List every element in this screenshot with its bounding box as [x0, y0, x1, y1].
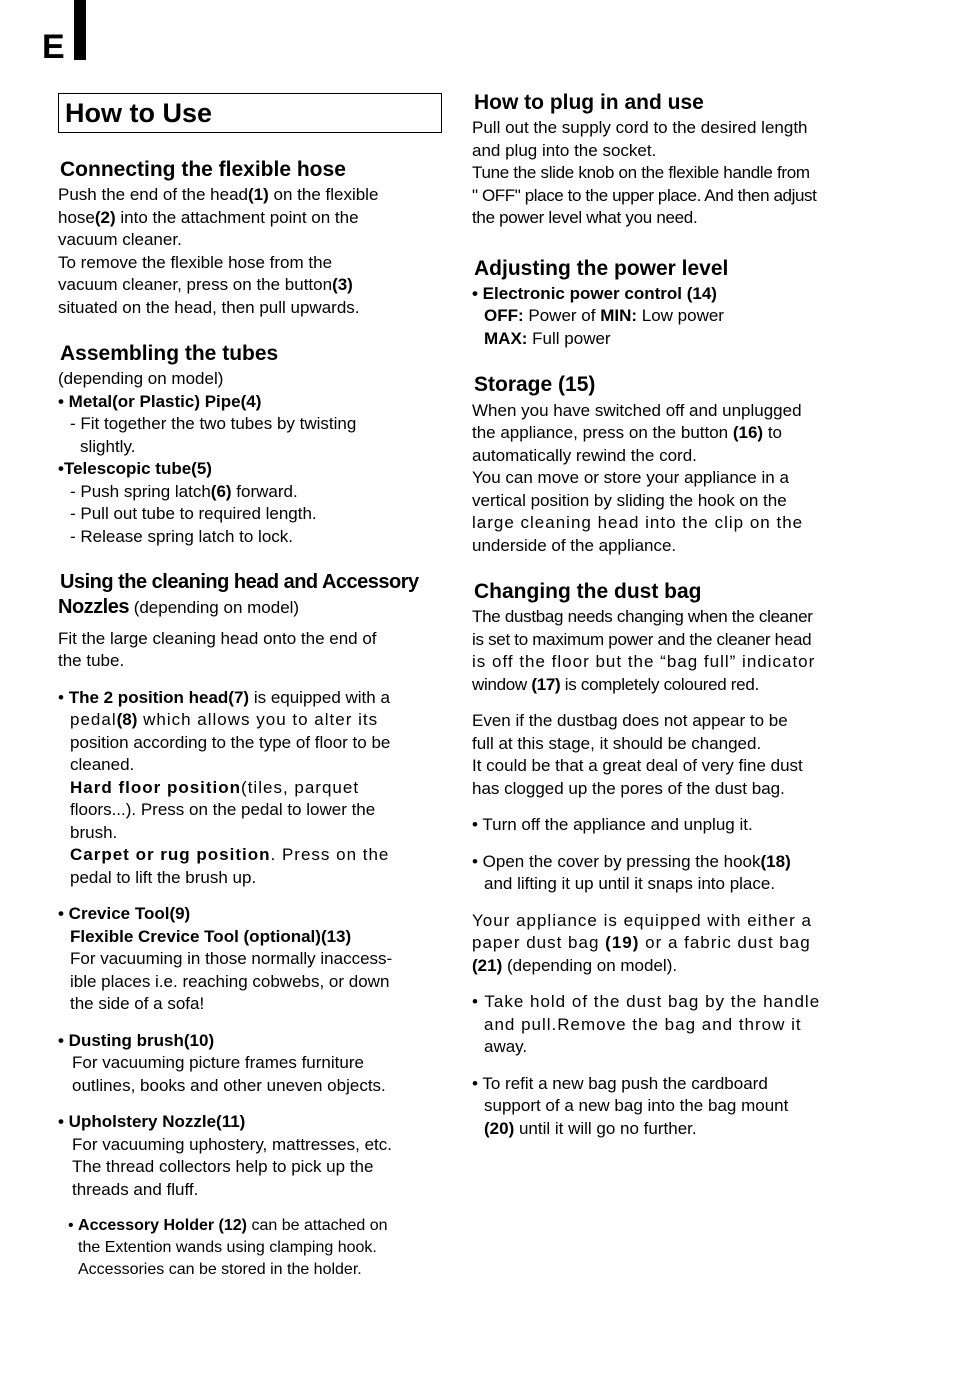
- dustbag-p2-line-2: full at this stage, it should be changed.: [472, 733, 762, 753]
- storage-line-4: You can move or store your appliance in a: [472, 468, 789, 488]
- hard-floor-line-3: brush.: [70, 822, 118, 842]
- accessory-line-1: • Accessory Holder (12) can be attached on: [68, 1217, 388, 1235]
- tubes-note: (depending on model): [58, 369, 224, 389]
- section-storage: [472, 372, 856, 557]
- dustbag-p3-line-3: (21) (depending on model).: [472, 955, 678, 975]
- upholstery-line-1: For vacuuming uphostery, mattresses, etc.: [72, 1134, 392, 1154]
- storage-line-2: the appliance, press on the button (16) to: [472, 423, 782, 443]
- dusting-line-1: For vacuuming picture frames furniture: [72, 1053, 364, 1073]
- storage-line-1: When you have switched off and unplugged: [472, 400, 802, 420]
- upholstery-label: • Upholstery Nozzle(11): [58, 1112, 246, 1132]
- dustbag-p3-line-1: Your appliance is equipped with either a: [472, 910, 812, 930]
- dustbag-bullet-4-line-1: • To refit a new bag push the cardboard: [472, 1073, 768, 1093]
- nozzles-intro-1: Fit the large cleaning head onto the end of: [58, 628, 377, 648]
- flex-crevice-label: Flexible Crevice Tool (optional)(13): [70, 926, 352, 946]
- upholstery-line-3: threads and fluff.: [72, 1179, 199, 1199]
- power-control-label: • Electronic power control (14): [472, 283, 717, 303]
- head-line-4: cleaned.: [70, 755, 135, 775]
- dustbag-p1-line-3: is off the floor but the “bag full” indicator: [472, 652, 816, 672]
- language-letter: E: [42, 28, 65, 66]
- plug-line-1: Pull out the supply cord to the desired length: [472, 118, 808, 138]
- dustbag-p1-line-2: is set to maximum power and the cleaner head: [472, 629, 812, 649]
- head-line-2: pedal(8) which allows you to alter its: [70, 710, 379, 730]
- carpet-line-1: Carpet or rug position. Press on the: [70, 845, 390, 865]
- crevice-line-1: For vacuuming in those normally inaccess-: [70, 949, 393, 969]
- right-column: [472, 90, 856, 1140]
- power-max: MAX: Full power: [484, 328, 611, 348]
- heading-storage: Storage (15): [474, 373, 596, 397]
- tab-bar: [74, 0, 86, 60]
- section-plug: [472, 90, 856, 230]
- heading-power: Adjusting the power level: [474, 256, 729, 280]
- metal-pipe-label: • Metal(or Plastic) Pipe(4): [58, 391, 262, 411]
- hard-floor-line-1: Hard floor position(tiles, parquet: [70, 777, 360, 797]
- storage-line-3: automatically rewind the cord.: [472, 445, 697, 465]
- metal-pipe-step-cont: slightly.: [80, 436, 136, 456]
- accessory-line-2: the Extention wands using clamping hook.: [78, 1239, 377, 1257]
- metal-pipe-step: - Fit together the two tubes by twisting: [70, 414, 357, 434]
- dustbag-p2-line-3: It could be that a great deal of very fine dust: [472, 756, 803, 776]
- carpet-line-2: pedal to lift the brush up.: [70, 867, 257, 887]
- nozzles-intro-2: the tube.: [58, 651, 125, 671]
- page-title: How to Use: [58, 93, 442, 133]
- upholstery-line-2: The thread collectors help to pick up the: [72, 1157, 374, 1177]
- telescopic-step-3: - Release spring latch to lock.: [70, 526, 293, 546]
- section-tubes: [58, 341, 442, 548]
- head-line-3: position according to the type of floor to be: [70, 732, 391, 752]
- telescopic-step-1: - Push spring latch(6) forward.: [70, 481, 298, 501]
- section-dustbag: [472, 579, 856, 1140]
- accessory-line-3: Accessories can be stored in the holder.: [78, 1261, 362, 1279]
- dustbag-bullet-2-line-1: • Open the cover by pressing the hook(18): [472, 851, 791, 871]
- power-off-min: OFF: Power of MIN: Low power: [484, 306, 724, 326]
- plug-line-2: and plug into the socket.: [472, 140, 657, 160]
- heading-hose: Connecting the flexible hose: [60, 158, 346, 181]
- hose-line-5: vacuum cleaner, press on the button(3): [58, 275, 353, 295]
- heading-nozzles-cont: Nozzles (depending on model): [58, 596, 300, 619]
- hose-line-2: hose(2) into the attachment point on the: [58, 207, 359, 227]
- dustbag-bullet-4-line-3: (20) until it will go no further.: [484, 1118, 697, 1138]
- dustbag-p1-line-4: window (17) is completely coloured red.: [472, 674, 759, 694]
- dustbag-p2-line-4: has clogged up the pores of the dust bag.: [472, 778, 785, 798]
- section-nozzles: [58, 570, 442, 1281]
- hard-floor-line-2: floors...). Press on the pedal to lower the: [70, 800, 376, 820]
- section-power: [472, 256, 856, 351]
- dustbag-bullet-2-line-2: and lifting it up until it snaps into place.: [484, 874, 776, 894]
- dusting-label: • Dusting brush(10): [58, 1030, 215, 1050]
- heading-nozzles: Using the cleaning head and Accessory: [60, 571, 419, 594]
- head-line-1: • The 2 position head(7) is equipped with a: [58, 687, 390, 707]
- dustbag-p2-line-1: Even if the dustbag does not appear to be: [472, 711, 788, 731]
- section-hose: [58, 157, 442, 319]
- heading-tubes: Assembling the tubes: [60, 342, 279, 366]
- storage-line-6: large cleaning head into the clip on the: [472, 513, 804, 533]
- telescopic-label: •Telescopic tube(5): [58, 459, 212, 479]
- dustbag-bullet-3-line-1: • Take hold of the dust bag by the handle: [472, 992, 821, 1012]
- storage-line-5: vertical position by sliding the hook on the: [472, 490, 787, 510]
- telescopic-step-2: - Pull out tube to required length.: [70, 504, 317, 524]
- dustbag-bullet-3-line-3: away.: [484, 1037, 528, 1057]
- hose-line-3: vacuum cleaner.: [58, 230, 182, 250]
- storage-line-7: underside of the appliance.: [472, 535, 677, 555]
- dustbag-bullet-3-line-2: and pull.Remove the bag and throw it: [484, 1014, 802, 1034]
- dustbag-bullet-1: • Turn off the appliance and unplug it.: [472, 815, 753, 835]
- heading-dustbag: Changing the dust bag: [474, 580, 702, 604]
- dustbag-bullet-4-line-2: support of a new bag into the bag mount: [484, 1096, 789, 1116]
- hose-line-1: Push the end of the head(1) on the flexible: [58, 185, 379, 205]
- heading-plug: How to plug in and use: [474, 91, 704, 114]
- hose-line-6: situated on the head, then pull upwards.: [58, 297, 360, 317]
- hose-line-4: To remove the flexible hose from the: [58, 252, 333, 272]
- plug-line-5: the power level what you need.: [472, 208, 698, 228]
- plug-line-3: Tune the slide knob on the flexible handle from: [472, 163, 810, 183]
- crevice-label: • Crevice Tool(9): [58, 904, 191, 924]
- plug-line-4: " OFF" place to the upper place. And then adjust: [472, 185, 817, 205]
- dustbag-p3-line-2: paper dust bag (19) or a fabric dust bag: [472, 933, 811, 953]
- crevice-line-3: the side of a sofa!: [70, 994, 205, 1014]
- left-column: [58, 90, 442, 1281]
- dusting-line-2: outlines, books and other uneven objects.: [72, 1075, 386, 1095]
- dustbag-p1-line-1: The dustbag needs changing when the cleaner: [472, 607, 813, 627]
- crevice-line-2: ible places i.e. reaching cobwebs, or down: [70, 971, 390, 991]
